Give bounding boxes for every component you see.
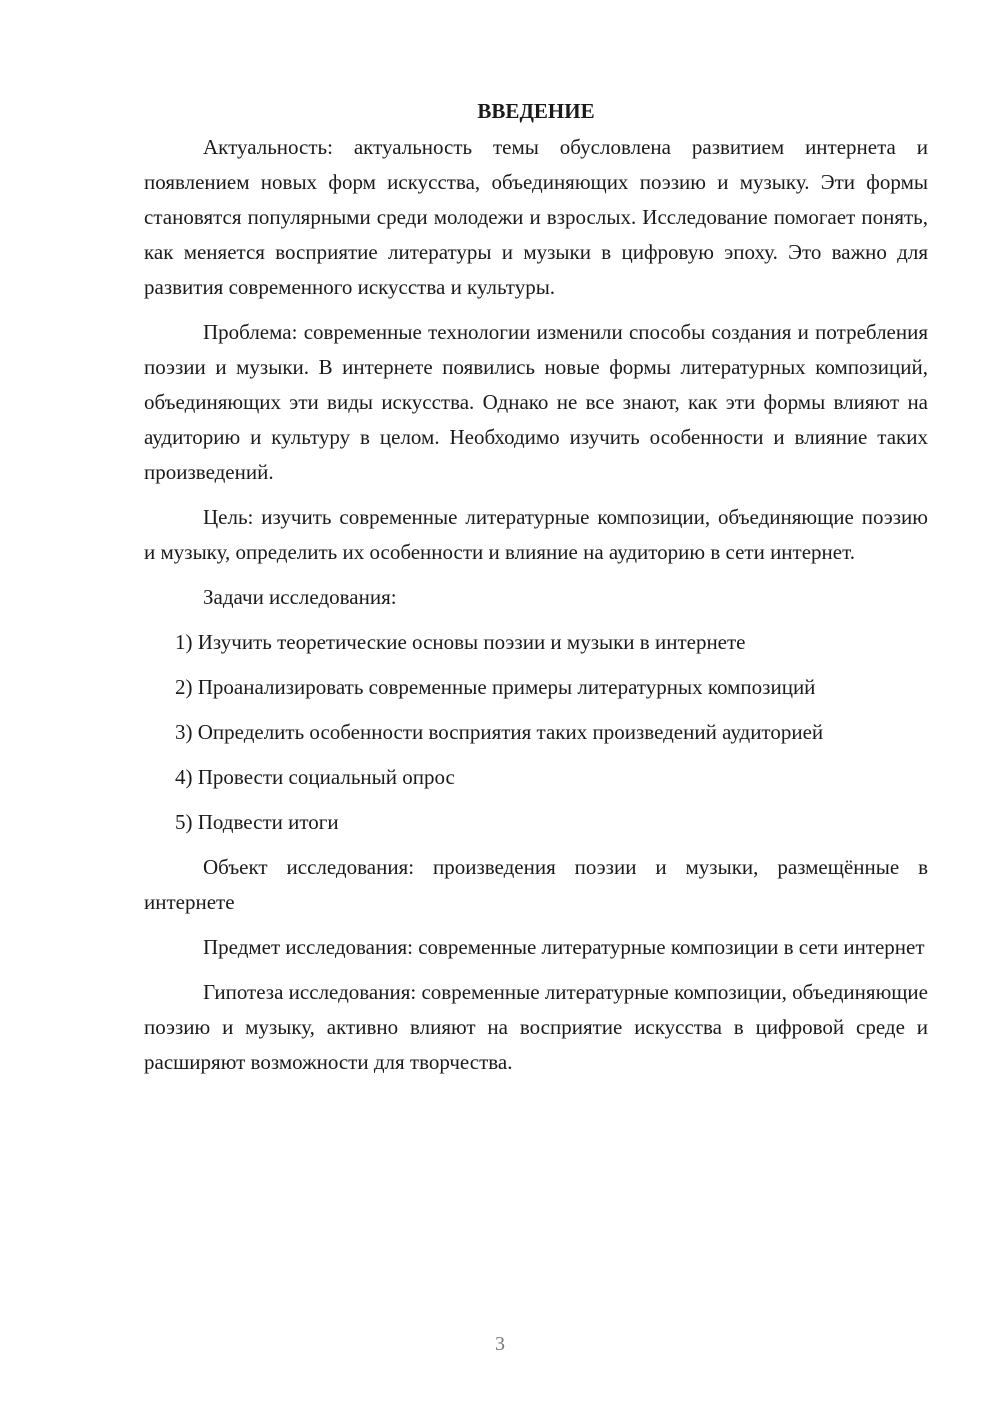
task-item-4: 4) Провести социальный опрос <box>175 765 455 789</box>
task-item-2: 2) Проанализировать современные примеры литературных композиций <box>175 675 816 699</box>
object-paragraph: Объект исследования: произведения поэзии и музыки, размещённые в интернете <box>144 855 928 914</box>
page-number: 3 <box>495 1333 505 1355</box>
problem-paragraph: Проблема: современные технологии изменили способы создания и потребления поэзии и музыки. В интернете появились новые формы литературных композиций, объединяющих эти виды искусства. Однако не все знают, как эти формы влияют на аудиторию и культуру в целом. Необходимо изучить особенности и влияние таких произведений. <box>144 320 928 484</box>
page-content <box>144 94 928 1090</box>
relevance-paragraph: Актуальность: актуальность темы обусловлена развитием интернета и появлением новых форм искусства, объединяющих поэзию и музыку. Эти формы становятся популярными среди молодежи и взрослых. Исследование помогает понять, как меняется восприятие литературы и музыки в цифровую эпоху. Это важно для развития современного искусства и культуры. <box>144 135 928 299</box>
task-item-5: 5) Подвести итоги <box>175 810 339 834</box>
task-item-1: 1) Изучить теоретические основы поэзии и музыки в интернете <box>175 630 746 654</box>
task-item-3: 3) Определить особенности восприятия таких произведений аудиторией <box>175 720 824 744</box>
tasks-heading: Задачи исследования: <box>203 585 397 609</box>
subject-paragraph: Предмет исследования: современные литературные композиции в сети интернет <box>203 935 925 959</box>
hypothesis-paragraph: Гипотеза исследования: современные литературные композиции, объединяющие поэзию и музыку, активно влияют на восприятие искусства в цифровой среде и расширяют возможности для творчества. <box>144 980 928 1074</box>
page-title: ВВЕДЕНИЕ <box>477 99 595 123</box>
goal-paragraph: Цель: изучить современные литературные композиции, объединяющие поэзию и музыку, определить их особенности и влияние на аудиторию в сети интернет. <box>144 505 928 564</box>
